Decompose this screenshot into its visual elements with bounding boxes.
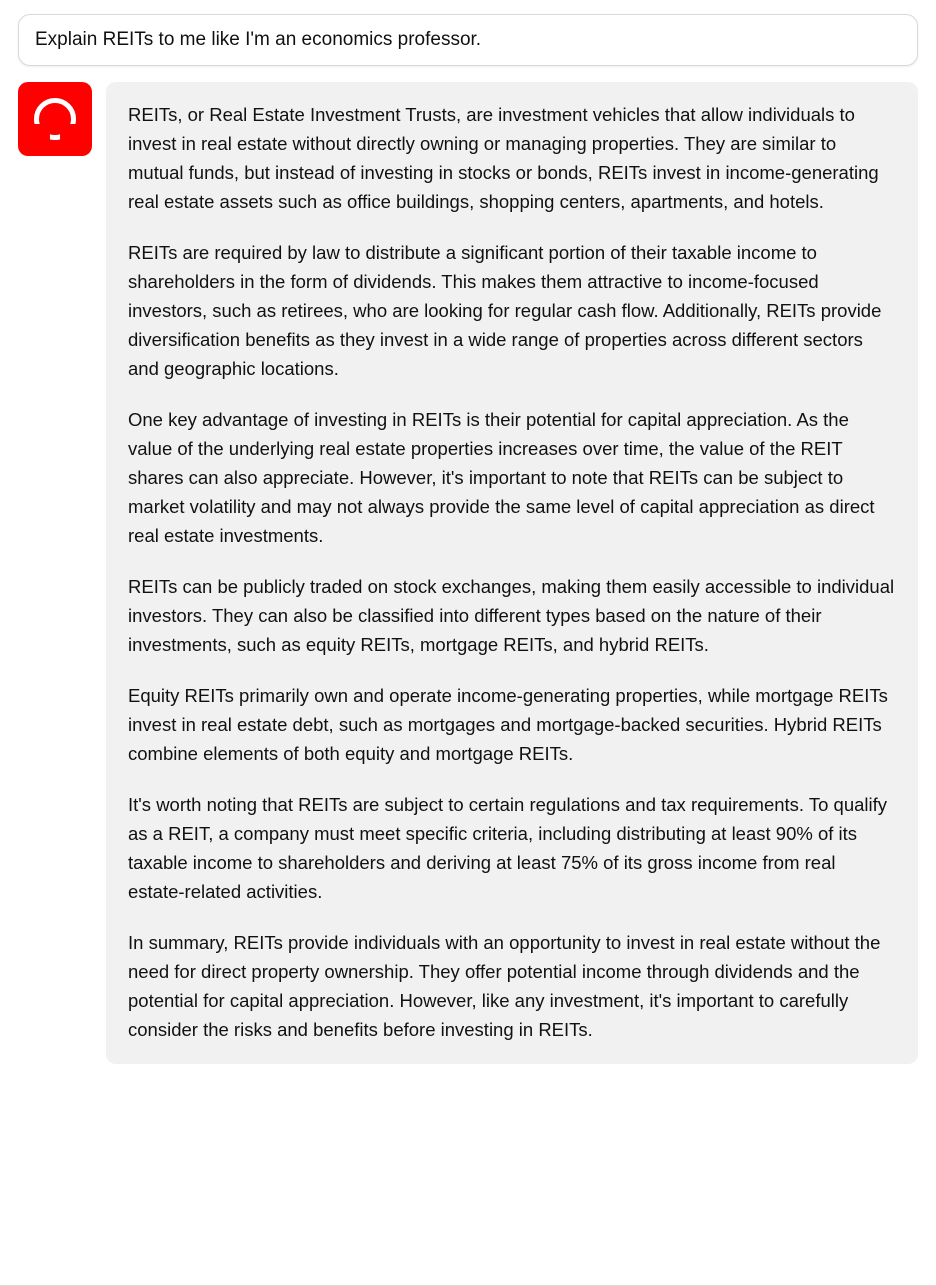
assistant-paragraph: REITs can be publicly traded on stock exchanges, making them easily accessible to individual investors. They can also be classified into different types based on the nature of their investments, such as equity REITs, mortgage REITs, and hybrid REITs. [128, 576, 895, 655]
brand-logo-ring-icon [34, 98, 76, 140]
assistant-paragraph: In summary, REITs provide individuals with an opportunity to invest in real estate without the need for direct property ownership. They offer potential income through dividends and the potential for capital appreciation. However, like any investment, it's important to carefully consider the risks and benefits before investing in REITs. [128, 932, 881, 1040]
avatar [18, 82, 92, 156]
assistant-paragraph: One key advantage of investing in REITs is their potential for capital appreciation. As the value of the underlying real estate properties increases over time, the value of the REIT shares can also appreciate. However, it's important to note that REITs can be subject to market volatility and may not always provide the same level of capital appreciation as direct real estate investments. [128, 409, 875, 546]
assistant-paragraph: Equity REITs primarily own and operate income-generating properties, while mortgage REITs invest in real estate debt, such as mortgages and mortgage-backed securities. Hybrid REITs combine elements of both equity and mortgage REITs. [128, 685, 888, 764]
assistant-response-row [18, 82, 918, 1064]
user-prompt-box[interactable] [18, 14, 918, 66]
assistant-message-bubble [106, 82, 918, 1064]
assistant-paragraph: REITs are required by law to distribute a significant portion of their taxable income to shareholders in the form of dividends. This makes them attractive to income-focused investors, such as retirees, who are looking for regular cash flow. Additionally, REITs provide diversification benefits as they invest in a wide range of properties across different sectors and geographic locations. [128, 242, 882, 379]
user-prompt-text: Explain REITs to me like I'm an economics professor. [35, 29, 482, 50]
assistant-paragraph: REITs, or Real Estate Investment Trusts, are investment vehicles that allow individuals to invest in real estate without directly owning or managing properties. They are similar to mutual funds, but instead of investing in stocks or bonds, REITs invest in income-generating real estate assets such as office buildings, shopping centers, apartments, and hotels. [128, 104, 879, 212]
assistant-paragraph: It's worth noting that REITs are subject to certain regulations and tax requirements. To qualify as a REIT, a company must meet specific criteria, including distributing at least 90% of its taxable income to shareholders and deriving at least 75% of its gross income from real estate-related activities. [128, 794, 888, 902]
